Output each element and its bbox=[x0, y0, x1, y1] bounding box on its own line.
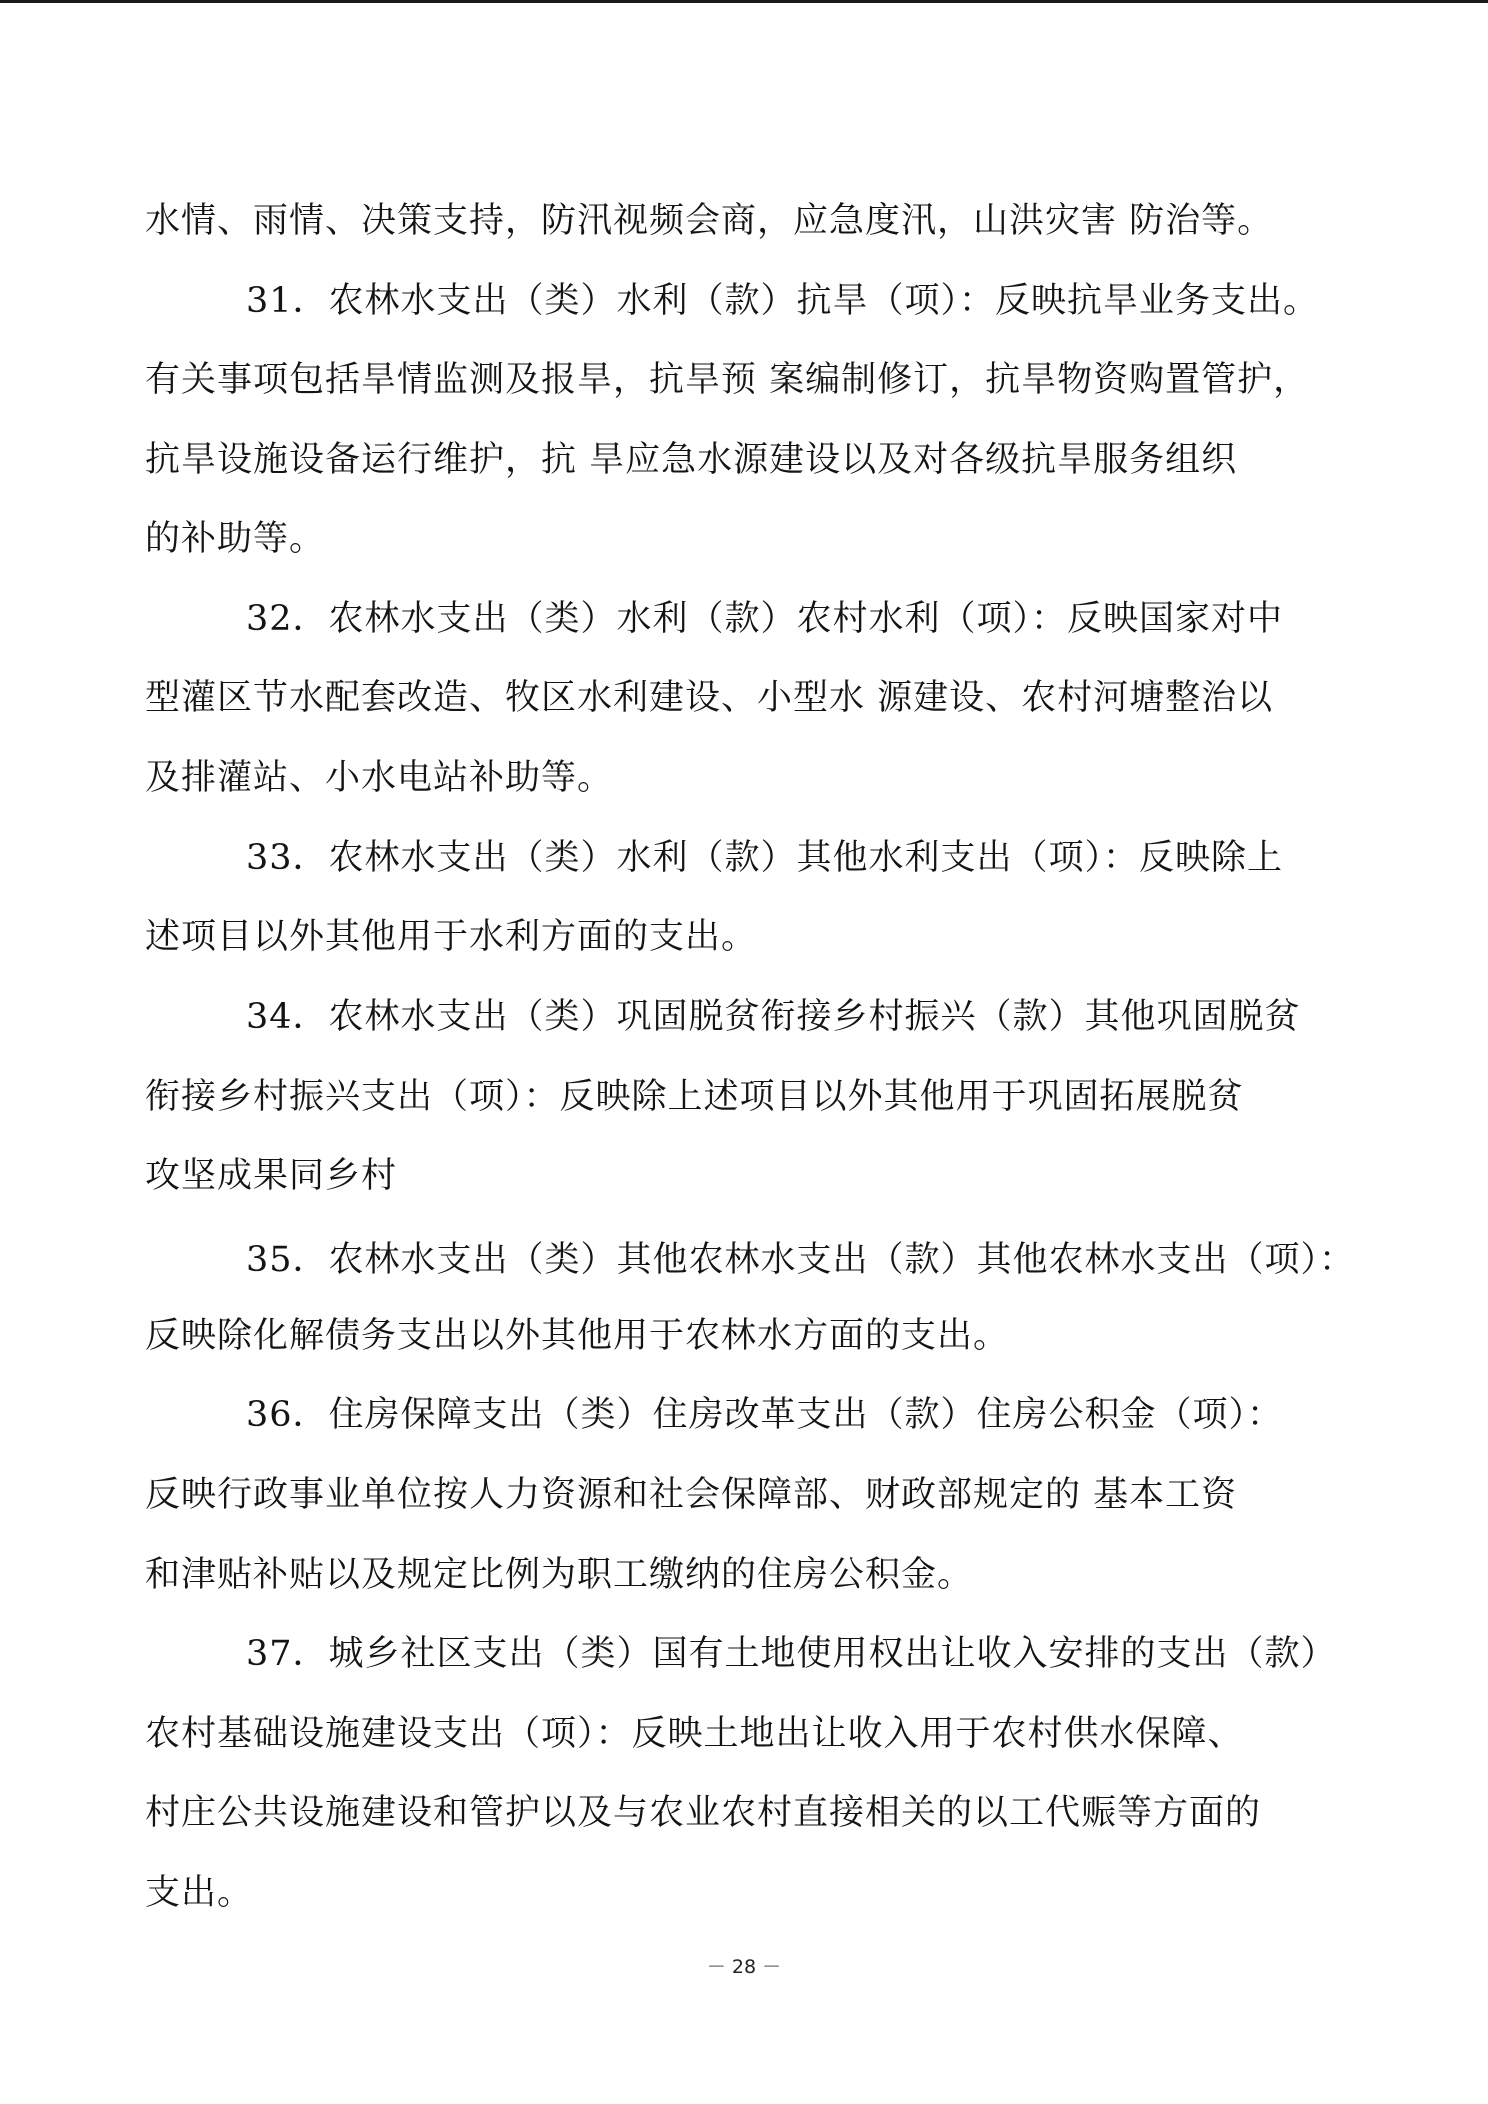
text-line-4: 抗旱设施设备运行维护，抗 旱应急水源建设以及对各级抗旱服务组织 bbox=[145, 440, 1238, 480]
text-line-6-item-32: 32．农林水支出（类）水利（款）农村水利（项）：反映国家对中 bbox=[246, 599, 1284, 639]
text-line-10: 述项目以外其他用于水利方面的支出。 bbox=[145, 917, 758, 957]
text-line-1: 水情、雨情、决策支持，防汛视频会商，应急度汛，山洪灾害 防治等。 bbox=[145, 201, 1274, 241]
top-border-rule bbox=[0, 0, 1488, 3]
text-line-18: 和津贴补贴以及规定比例为职工缴纳的住房公积金。 bbox=[145, 1555, 974, 1595]
text-line-7: 型灌区节水配套改造、牧区水利建设、小型水 源建设、农村河塘整治以 bbox=[145, 678, 1274, 718]
text-line-12: 衔接乡村振兴支出（项）：反映除上述项目以外其他用于巩固拓展脱贫 bbox=[145, 1077, 1244, 1117]
text-line-14-item-35: 35．农林水支出（类）其他农林水支出（款）其他农林水支出（项）： bbox=[246, 1240, 1356, 1280]
text-line-9-item-33: 33．农林水支出（类）水利（款）其他水利支出（项）：反映除上 bbox=[246, 838, 1284, 878]
text-line-20: 农村基础设施建设支出（项）：反映土地出让收入用于农村供水保障、 bbox=[145, 1714, 1244, 1754]
text-line-13: 攻坚成果同乡村 bbox=[145, 1156, 398, 1196]
text-line-21: 村庄公共设施建设和管护以及与农业农村直接相关的以工代赈等方面的 bbox=[145, 1793, 1262, 1833]
text-line-22: 支出。 bbox=[145, 1873, 254, 1913]
page-number: － 28 － bbox=[706, 1956, 782, 1978]
text-line-17: 反映行政事业单位按人力资源和社会保障部、财政部规定的 基本工资 bbox=[145, 1475, 1238, 1515]
text-line-16-item-36: 36．住房保障支出（类）住房改革支出（款）住房公积金（项）： bbox=[246, 1395, 1284, 1435]
text-line-15: 反映除化解债务支出以外其他用于农林水方面的支出。 bbox=[145, 1316, 1010, 1356]
text-line-2-item-31: 31．农林水支出（类）水利（款）抗旱（项）：反映抗旱业务支出。 bbox=[246, 281, 1320, 321]
text-line-5: 的补助等。 bbox=[145, 519, 326, 559]
text-line-8: 及排灌站、小水电站补助等。 bbox=[145, 758, 614, 798]
text-line-11-item-34: 34．农林水支出（类）巩固脱贫衔接乡村振兴（款）其他巩固脱贫 bbox=[246, 997, 1301, 1037]
text-line-19-item-37: 37．城乡社区支出（类）国有土地使用权出让收入安排的支出（款） bbox=[246, 1634, 1337, 1674]
text-line-3: 有关事项包括旱情监测及报旱，抗旱预 案编制修订，抗旱物资购置管护， bbox=[145, 360, 1310, 400]
